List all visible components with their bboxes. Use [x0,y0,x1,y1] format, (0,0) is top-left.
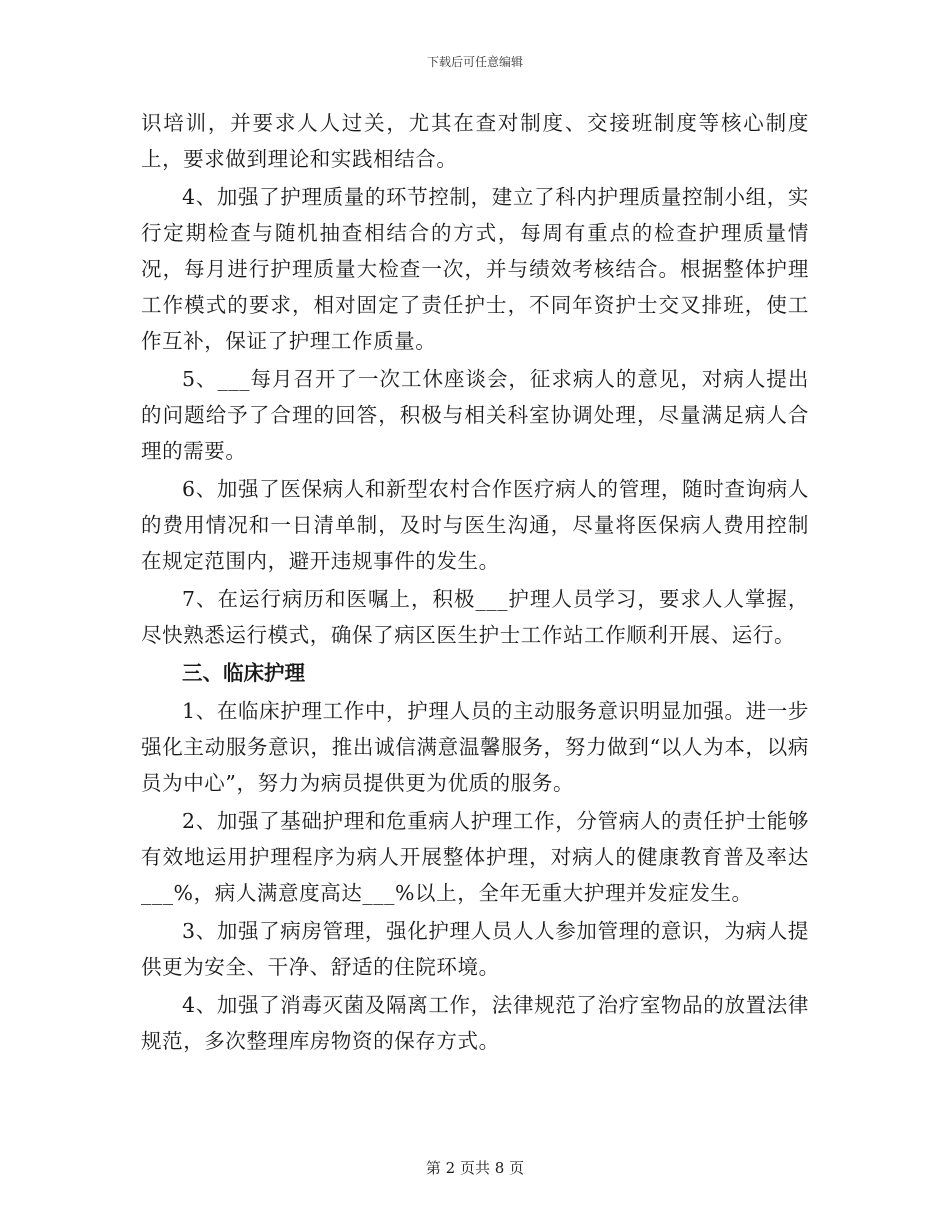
paragraph-clinical-item-2: 2、加强了基础护理和危重病人护理工作，分管病人的责任护士能够有效地运用护理程序为病人开展整体护理，对病人的健康教育普及率达___%，病人满意度高达___%以上，全年无重大护理并发症发生。 [141,809,809,905]
paragraph-clinical-item-4: 4、加强了消毒灭菌及隔离工作，法律规范了治疗室物品的放置法律规范，多次整理库房物资的保存方式。 [141,993,809,1053]
paragraph-training-continued: 识培训，并要求人人过关，尤其在查对制度、交接班制度等核心制度上，要求做到理论和实践相结合。 [141,111,809,171]
section-heading-clinical-nursing: 三、临床护理 [182,661,305,685]
paragraph-clinical-item-3: 3、加强了病房管理，强化护理人员人人参加管理的意识，为病人提供更为安全、干净、舒适的住院环境。 [141,919,809,979]
page-header: 下载后可任意编辑 [426,55,523,69]
paragraph-item-6-insurance-patients: 6、加强了医保病人和新型农村合作医疗病人的管理，随时查询病人的费用情况和一日清单制，及时与医生沟通，尽量将医保病人费用控制在规定范围内，避开违规事件的发生。 [141,477,809,573]
page-number-footer: 第 2 页共 8 页 [425,1159,525,1177]
paragraph-item-7-medical-records: 7、在运行病历和医嘱上，积极___护理人员学习，要求人人掌握，尽快熟悉运行模式，确保了病区医生护士工作站工作顺利开展、运行。 [141,587,809,647]
paragraph-clinical-item-1: 1、在临床护理工作中，护理人员的主动服务意识明显加强。进一步强化主动服务意识，推出诚信满意温馨服务，努力做到“以人为本，以病员为中心”，努力为病员提供更为优质的服务。 [141,699,809,795]
paragraph-item-5-patient-meeting: 5、___每月召开了一次工休座谈会，征求病人的意见，对病人提出的问题给予了合理的回答，积极与相关科室协调处理，尽量满足病人合理的需要。 [141,367,809,463]
document-body [141,105,809,1061]
paragraph-item-4-quality-control: 4、加强了护理质量的环节控制，建立了科内护理质量控制小组，实行定期检查与随机抽查相结合的方式，每周有重点的检查护理质量情况，每月进行护理质量大检查一次，并与绩效考核结合。根据整体护理工作模式的要求，相对固定了责任护士，不同年资护士交叉排班，使工作互补，保证了护理工作质量。 [141,185,809,353]
